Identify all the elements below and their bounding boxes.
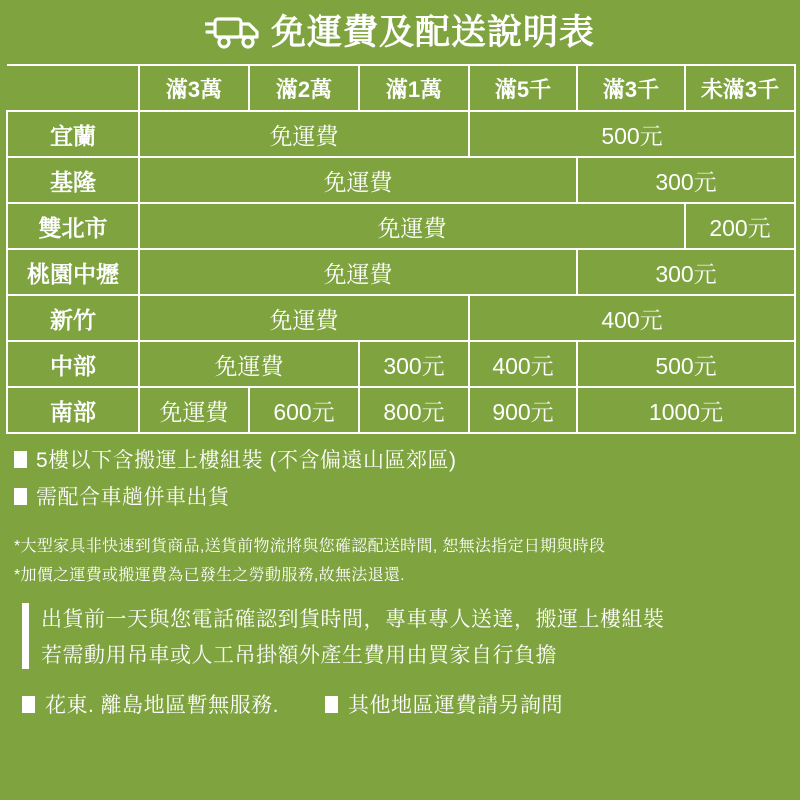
bottom-note-left: 花東. 離島地區暫無服務. [45, 694, 280, 717]
bottom-note-row [22, 689, 800, 719]
table-row [7, 111, 795, 157]
note-item [14, 444, 800, 474]
table-cell: 免運費 [139, 249, 577, 295]
note-text: 需配合車趟併車出貨 [36, 486, 230, 509]
row-region-label: 基隆 [7, 157, 139, 203]
square-bullet-icon [14, 451, 27, 468]
table-header-row [7, 65, 795, 111]
square-bullet-icon [14, 488, 27, 505]
table-row [7, 295, 795, 341]
notes-list [14, 444, 800, 511]
square-bullet-icon [325, 696, 338, 713]
row-region-label: 新竹 [7, 295, 139, 341]
table-cell: 300元 [577, 249, 795, 295]
column-header: 滿1萬 [359, 65, 469, 111]
table-cell: 900元 [469, 387, 577, 433]
page-title: 免運費及配送說明表 [270, 12, 595, 52]
truck-icon [205, 12, 261, 52]
table-cell: 500元 [469, 111, 795, 157]
table-cell: 800元 [359, 387, 469, 433]
table-cell: 免運費 [139, 203, 685, 249]
table-row [7, 249, 795, 295]
row-region-label: 宜蘭 [7, 111, 139, 157]
table-cell: 400元 [469, 341, 577, 387]
page-header [0, 0, 800, 64]
table-corner-cell [7, 65, 139, 111]
column-header: 滿3千 [577, 65, 685, 111]
row-region-label: 桃園中壢 [7, 249, 139, 295]
table-cell: 200元 [685, 203, 795, 249]
column-header: 滿3萬 [139, 65, 249, 111]
table-cell: 免運費 [139, 341, 359, 387]
row-region-label: 中部 [7, 341, 139, 387]
table-cell: 免運費 [139, 157, 577, 203]
fee-table-body [7, 111, 795, 433]
bottom-note-right: 其他地區運費請另詢問 [348, 694, 564, 717]
table-cell: 1000元 [577, 387, 795, 433]
highlight-lines [41, 603, 665, 669]
table-cell: 免運費 [139, 387, 249, 433]
fineprint-line: *大型家具非快速到貨商品,送貨前物流將與您確認配送時間, 恕無法指定日期與時段 [14, 538, 606, 555]
fineprint-block [14, 533, 800, 585]
table-row [7, 387, 795, 433]
table-cell: 免運費 [139, 111, 469, 157]
column-header: 滿2萬 [249, 65, 359, 111]
table-cell: 300元 [577, 157, 795, 203]
highlight-block [22, 603, 800, 669]
column-header: 未滿3千 [685, 65, 795, 111]
row-region-label: 雙北市 [7, 203, 139, 249]
table-cell: 免運費 [139, 295, 469, 341]
fee-table [6, 64, 796, 434]
table-cell: 400元 [469, 295, 795, 341]
table-cell: 300元 [359, 341, 469, 387]
table-row [7, 341, 795, 387]
table-cell: 600元 [249, 387, 359, 433]
table-row [7, 157, 795, 203]
highlight-line: 出貨前一天與您電話確認到貨時間，專車專人送達，搬運上樓組裝 [41, 608, 665, 631]
fineprint-line: *加價之運費或搬運費為已發生之勞動服務,故無法退還. [14, 567, 405, 584]
square-bullet-icon [22, 696, 35, 713]
note-item [14, 481, 800, 511]
fee-table-wrap [0, 64, 800, 434]
row-region-label: 南部 [7, 387, 139, 433]
note-text: 5樓以下含搬運上樓組裝 (不含偏遠山區郊區) [36, 449, 457, 472]
table-cell: 500元 [577, 341, 795, 387]
highlight-line: 若需動用吊車或人工吊掛額外產生費用由買家自行負擔 [41, 644, 557, 667]
table-row [7, 203, 795, 249]
vertical-bar-accent [22, 603, 29, 669]
column-header: 滿5千 [469, 65, 577, 111]
